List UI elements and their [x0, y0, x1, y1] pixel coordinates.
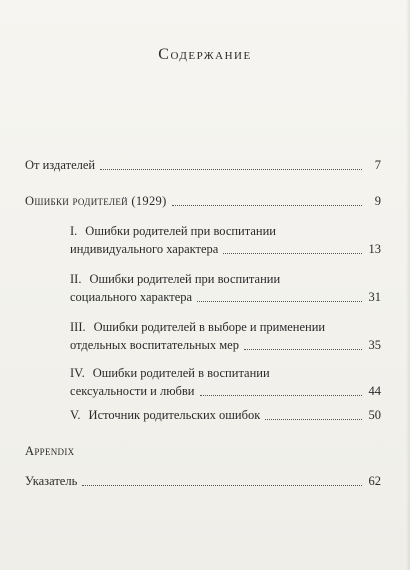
- page-title: Содержание: [158, 46, 252, 63]
- chapter-title-line1: Ошибки родителей при воспитании: [89, 272, 281, 286]
- chapter-number: IV.: [70, 366, 85, 380]
- toc-chapter-4[interactable]: [70, 364, 381, 400]
- toc-entry-appendix[interactable]: [25, 442, 381, 460]
- chapter-title-line1: Ошибки родителей в воспитании: [92, 366, 270, 380]
- toc-page-number: 62: [368, 474, 381, 488]
- dot-leader: [172, 204, 362, 206]
- chapter-number: I.: [70, 224, 78, 238]
- toc-entry-index[interactable]: [25, 472, 381, 490]
- toc-page-number: 7: [374, 158, 381, 172]
- dot-leader: [82, 484, 362, 486]
- toc-page-number: 50: [368, 408, 381, 422]
- toc-entry-from-publishers[interactable]: [25, 156, 381, 174]
- dot-leader: [265, 418, 362, 420]
- chapter-title-line1: Ошибки родителей при воспитании: [85, 224, 276, 238]
- toc-entry-label: Указатель: [25, 474, 78, 488]
- chapter-number: II.: [70, 272, 82, 286]
- toc-entry-label: Ошибки родителей (1929): [25, 194, 167, 208]
- toc-page-number: 13: [368, 242, 381, 256]
- dot-leader: [200, 394, 363, 396]
- toc-page-number: 31: [368, 290, 381, 304]
- dot-leader: [100, 168, 362, 170]
- toc-entry-parent-mistakes[interactable]: [25, 192, 381, 210]
- toc-entry-label: Appendix: [25, 444, 75, 458]
- toc-page-number: 35: [368, 338, 381, 352]
- chapter-title-line2: индивидуального характера: [70, 242, 219, 256]
- chapter-number: V.: [70, 408, 81, 422]
- dot-leader: [223, 252, 362, 254]
- chapter-title-line1: Ошибки родителей в выборе и применении: [93, 320, 326, 334]
- toc-chapter-1[interactable]: [70, 222, 381, 258]
- chapter-number: III.: [70, 320, 86, 334]
- toc-chapter-2[interactable]: [70, 270, 381, 306]
- chapter-title-line2: сексуальности и любви: [70, 384, 195, 398]
- page-edge-shadow: [406, 0, 410, 570]
- chapter-title-line1: Источник родительских ошибок: [88, 408, 261, 422]
- toc-page-number: 44: [368, 384, 381, 398]
- toc-chapter-5[interactable]: [70, 406, 381, 424]
- toc-chapter-3[interactable]: [70, 318, 381, 354]
- toc-entry-label: От издателей: [25, 158, 96, 172]
- chapter-title-line2: социального характера: [70, 290, 193, 304]
- chapter-title-line2: отдельных воспитательных мер: [70, 338, 239, 352]
- dot-leader: [197, 300, 362, 302]
- toc-page-number: 9: [374, 194, 381, 208]
- dot-leader: [244, 348, 362, 350]
